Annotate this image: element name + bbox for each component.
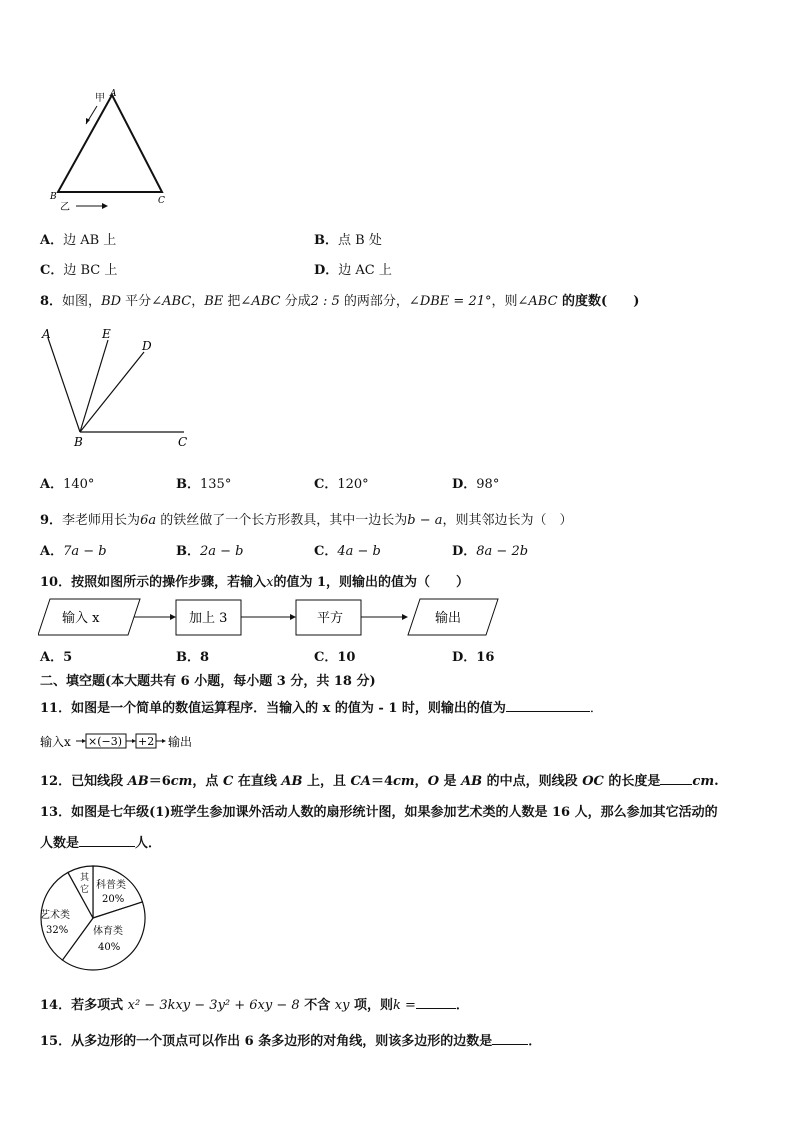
question-15: 15．从多边形的一个顶点可以作出 6 条多边形的对角线，则该多边形的边数是 ． [40,1034,542,1049]
q10-option-c: C．10 [314,650,356,665]
q7-option-b: B．点 B 处 [314,233,382,248]
q9-option-b: B．2a − b [176,544,244,559]
label-B: B [50,192,57,202]
label-C: C [178,435,188,449]
flow-arrowhead-2 [290,614,296,620]
q8-option-a: A．140° [40,477,95,492]
q10-option-b: B．8 [176,650,210,665]
ray-ba [48,338,80,432]
q10-option-d: D．16 [452,650,495,665]
triangle-figure [44,86,174,214]
pie-pct-art: 32% [46,925,69,936]
pie-chart [36,862,150,974]
question-12: 12．已知线段 AB＝6cm，点 C 在直线 AB 上，且 CA＝4cm，O 是 AB 的中点，则线段 OC 的长度是 cm. [40,774,719,789]
flow11-arrowhead-1 [82,739,86,743]
q7-option-c: C．边 BC 上 [40,263,118,278]
label-A: A [110,89,117,99]
pie-label-art: 艺术类 [40,910,70,921]
flowchart-q10 [38,597,503,639]
label-D: D [142,339,152,353]
question-13-line-1: 13．如图是七年级(1)班学生参加课外活动人数的扇形统计图，如果参加艺术类的人数是 16 人，那么参加其它活动的 [40,805,718,820]
label-B: B [74,435,83,449]
flow-step2-text: 平方 [317,611,344,626]
pie-pct-sports: 40% [98,942,121,953]
pie-label-other-1: 其 [80,873,90,883]
q8-option-c: C．120° [314,477,369,492]
question-9: 9．李老师用长为6a 的铁丝做了一个长方形教具，其中一边长为b − a，则其邻边长为（ ） [40,513,573,528]
arrowhead-yi [102,203,108,209]
label-yi: 乙 [60,202,70,213]
flow11-op1: ×(−3) [88,735,123,748]
pie-label-sports: 体育类 [93,926,123,937]
q8-option-d: D．98° [452,477,500,492]
flow-output-text: 输出 [435,611,462,626]
ray-bd [80,352,144,432]
answer-blank-15[interactable] [492,1032,528,1045]
q9-option-c: C．4a − b [314,544,381,559]
flow-arrowhead-3 [402,614,408,620]
question-10: 10．按照如图所示的操作步骤，若输入x的值为 1，则输出的值为（ ） [40,575,470,590]
pie-label-science: 科普类 [96,880,126,891]
flow11-input: 输入x [40,735,71,749]
pie-label-other-2: 它 [80,885,90,895]
q9-option-a: A．7a − b [40,544,107,559]
section-2-title: 二、填空题(本大题共有 6 小题，每小题 3 分，共 18 分) [40,674,376,689]
flow11-output: 输出 [168,735,193,749]
label-C: C [158,196,165,206]
answer-blank-13[interactable] [79,834,135,847]
flow11-arrowhead-3 [162,739,166,743]
q9-option-d: D．8a − 2b [452,544,529,559]
answer-blank-12[interactable] [660,772,692,785]
triangle-abc [58,95,162,192]
question-11: 11．如图是一个简单的数值运算程序．当输入的 x 的值为 - 1 时，则输出的值为 ． [40,701,603,716]
q7-option-a: A．边 AB 上 [40,233,117,248]
q8-option-b: B．135° [176,477,232,492]
pie-pct-science: 20% [102,894,125,905]
q7-option-d: D．边 AC 上 [314,263,392,278]
flow-step1-text: 加上 3 [189,611,228,626]
question-13-line-2: 人数是 人． [40,836,162,851]
flow11-op2: +2 [138,735,155,748]
flow-input-text: 输入 x [62,611,100,626]
flow11-arrowhead-2 [132,739,136,743]
answer-blank-14[interactable] [416,996,456,1009]
q10-option-a: A．5 [40,650,73,665]
label-A: A [42,327,51,341]
label-jia: 甲 [95,93,105,104]
answer-blank-11[interactable] [506,699,590,712]
flow-arrowhead-1 [170,614,176,620]
question-14: 14．若多项式 x² − 3kxy − 3y² + 6xy − 8 不含 xy 项，则k = ． [40,998,469,1013]
label-E: E [102,327,111,341]
angle-figure [38,324,198,450]
flowchart-q11 [38,731,208,753]
ray-be [80,340,108,432]
question-8: 8．如图，BD 平分∠ABC，BE 把∠ABC 分成2 : 5 的两部分，∠DBE = 21°，则∠ABC 的度数( ) [40,294,640,309]
